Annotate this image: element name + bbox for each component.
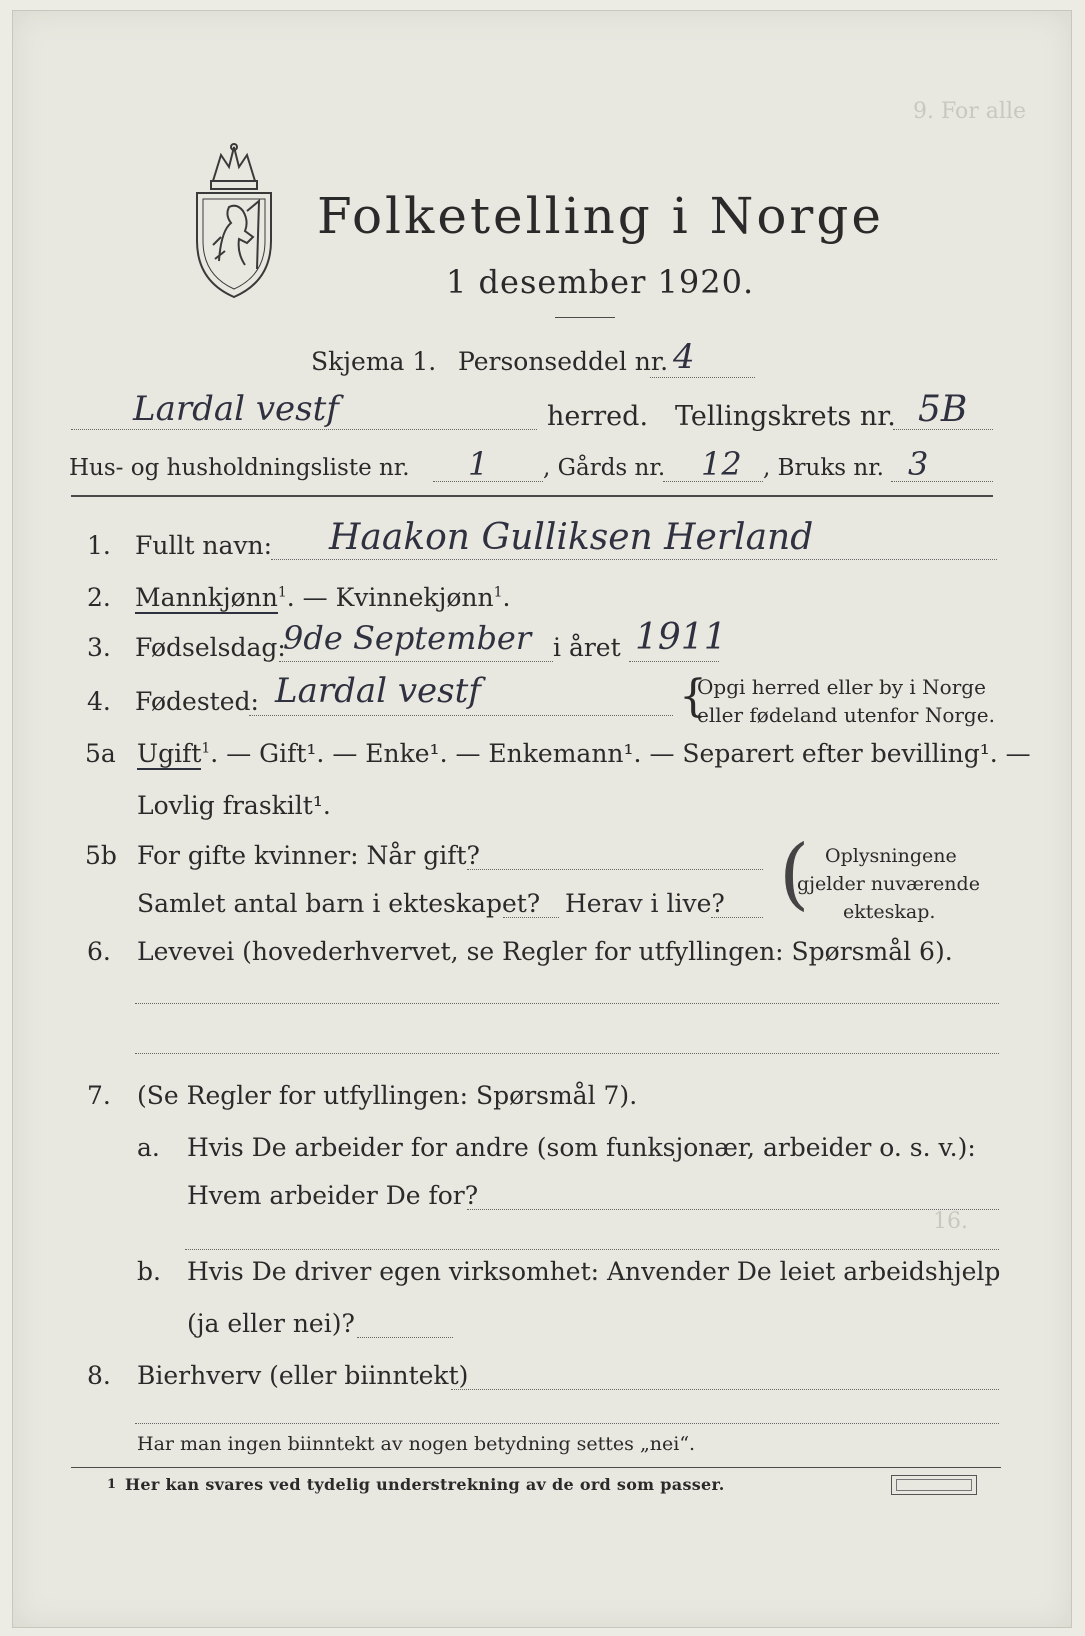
q4-note-line1: Opgi herred eller by i Norge <box>697 675 986 699</box>
q3-year-field-line <box>629 661 719 662</box>
tellingskrets-value: 5B <box>918 389 968 430</box>
q5b-note-line3: ekteskap. <box>843 901 936 923</box>
q2-separator: . — <box>286 583 336 612</box>
q7a-number: a. <box>137 1133 160 1162</box>
q7a-label1: Hvis De arbeider for andre (som funksjonær, arbeider o. s. v.): <box>187 1133 976 1162</box>
q2-number: 2. <box>87 583 111 612</box>
q7b-field-line <box>357 1337 453 1338</box>
q8-field-line-1 <box>451 1389 999 1390</box>
q6-field-line-2 <box>135 1053 999 1054</box>
husliste-label: Hus- og husholdningsliste nr. <box>69 455 410 481</box>
q7b-label1: Hvis De driver egen virksomhet: Anvender De leiet arbeidshjelp <box>187 1257 1001 1286</box>
q3-date-field-line <box>279 661 553 662</box>
q4-number: 4. <box>87 687 111 716</box>
q4-brace: { <box>679 671 707 722</box>
q7b-label2: (ja eller nei)? <box>187 1309 355 1338</box>
personseddel-field-line <box>650 377 755 378</box>
norwegian-coat-of-arms-icon <box>191 141 277 299</box>
q2-end: . <box>502 583 511 612</box>
census-form-sheet: 9. For alle 16. Folketelling i Norge 1 desember 1920. Skjema 1. Personseddel nr. 4 Lardal vestf herred. Tellingskrets nr. 5B Hus- og husholdningsliste nr. 1 , Gårds nr. 12 , Bruks nr. 3 1. Fullt navn: Haakon Gulliksen Herland 2. Mannkjønn$^1$. — Kvinnekjønn$^1$. 3. Fødselsdag: 9de September i året 1911 4. Fødested: Lardal vestf { Opgi herred eller by i Norge eller fødeland utenfor Norge. 5a Ugift$^1$. — Gift¹. — Enke¹. — Enkemann¹. — Separert efter bevilling¹. — Lovlig fraskilt¹. 5b For gifte kvinner: Når gift? Samlet antal barn i ekteskapet? Herav i live? ( Oplysningene gjelder nuværende ekteskap. 6. Levevei (hovederhvervet, se Regler for utfyllingen: Spørsmål 6). 7. (Se Regler for utfyllingen: Spørsmål 7). a. Hvis De arbeider for andre (som funksjonær, arbeider o. s. v.): Hvem arbeider De for? b. Hvis De driver egen virksomhet: Anvender De leiet arbeidshjelp (ja eller nei)? 8. Bierhverv (eller biinntekt) Har man ingen biinntekt av nogen betydning settes „nei“. 1 Her kan svares ved tydelig understrekning av de ord som passer. <box>12 10 1072 1628</box>
q8-number: 8. <box>87 1361 111 1390</box>
q7b-number: b. <box>137 1257 161 1286</box>
q5b-label-i-live: Herav i live? <box>565 889 725 918</box>
herred-field-line <box>71 429 537 430</box>
q7a-field-line-1 <box>467 1209 999 1210</box>
q7-number: 7. <box>87 1081 111 1110</box>
q5b-label-barn: Samlet antal barn i ekteskapet? <box>137 889 541 918</box>
q2-mannkjonn-option: Mannkjønn <box>135 583 278 612</box>
q6-label: Levevei (hovederhvervet, se Regler for utfyllingen: Spørsmål 6). <box>137 937 953 966</box>
bruks-value: 3 <box>908 445 929 483</box>
husliste-value: 1 <box>468 445 489 483</box>
skjema-label: Skjema 1. <box>311 347 437 376</box>
q1-field-line <box>271 559 997 560</box>
q1-label: Fullt navn: <box>135 531 273 560</box>
q7a-label2: Hvem arbeider De for? <box>187 1181 479 1210</box>
q5b-label-nar-gift: For gifte kvinner: Når gift? <box>137 841 480 870</box>
q1-value: Haakon Gulliksen Herland <box>329 517 814 558</box>
q5b-brace: ( <box>779 829 810 919</box>
q5a-options: Ugift$^1$. — Gift¹. — Enke¹. — Enkemann¹. — Separert efter bevilling¹. — <box>137 739 1031 768</box>
q5b-note-line2: gjelder nuværende <box>797 873 980 895</box>
gards-label: , Gårds nr. <box>543 455 666 481</box>
bruks-field-line <box>891 481 993 482</box>
form-title: Folketelling i Norge <box>317 187 884 245</box>
herred-label: herred. <box>547 401 649 432</box>
footnote-divider <box>71 1467 1001 1468</box>
q5b-note-line1: Oplysningene <box>825 845 957 867</box>
q5b-number: 5b <box>85 841 117 870</box>
q5a-number: 5a <box>85 739 116 768</box>
q6-number: 6. <box>87 937 111 966</box>
q1-number: 1. <box>87 531 111 560</box>
header-divider <box>71 495 993 497</box>
q5a-line2: Lovlig fraskilt¹. <box>137 791 331 820</box>
census-date: 1 desember 1920. <box>446 263 755 301</box>
q5b-nar-gift-field-line <box>467 869 763 870</box>
q8-label: Bierhverv (eller biinntekt) <box>137 1361 469 1390</box>
q2-options: Mannkjønn$^1$. — Kvinnekjønn$^1$. <box>135 583 511 612</box>
q5b-i-live-field-line <box>711 917 763 918</box>
q3-aret-label: i året <box>553 633 621 662</box>
q4-label: Fødested: <box>135 687 259 716</box>
title-divider <box>555 317 615 318</box>
personseddel-value: 4 <box>673 337 695 377</box>
footnote-number: 1 <box>107 1477 117 1492</box>
gards-value: 12 <box>701 445 742 483</box>
biinntekt-note: Har man ingen biinntekt av nogen betydning settes „nei“. <box>137 1433 696 1455</box>
personseddel-label: Personseddel nr. <box>458 347 669 376</box>
tellingskrets-label: Tellingskrets nr. <box>675 401 896 432</box>
q4-note-line2: eller fødeland utenfor Norge. <box>697 703 995 727</box>
q4-field-line <box>249 715 673 716</box>
q3-year-value: 1911 <box>635 617 727 658</box>
q2-kvinnekjonn-option: Kvinnekjønn <box>335 583 494 612</box>
q8-field-line-2 <box>135 1423 999 1424</box>
herred-value: Lardal vestf <box>133 389 339 429</box>
q4-value: Lardal vestf <box>275 671 481 711</box>
footnote-text: Her kan svares ved tydelig understrekning av de ord som passer. <box>125 1475 725 1494</box>
q3-number: 3. <box>87 633 111 662</box>
q6-field-line-1 <box>135 1003 999 1004</box>
q3-date-value: 9de September <box>283 619 532 657</box>
q7-label: (Se Regler for utfyllingen: Spørsmål 7). <box>137 1081 638 1110</box>
printer-stamp-icon <box>891 1475 977 1495</box>
q5a-ugift-option: Ugift <box>137 739 202 768</box>
q3-label: Fødselsdag: <box>135 633 286 662</box>
q5b-barn-field-line <box>503 917 559 918</box>
bruks-label: , Bruks nr. <box>763 455 884 481</box>
q5a-other-options: . — Gift¹. — Enke¹. — Enkemann¹. — Separert efter bevilling¹. — <box>210 739 1031 768</box>
q7a-field-line-2 <box>185 1249 999 1250</box>
